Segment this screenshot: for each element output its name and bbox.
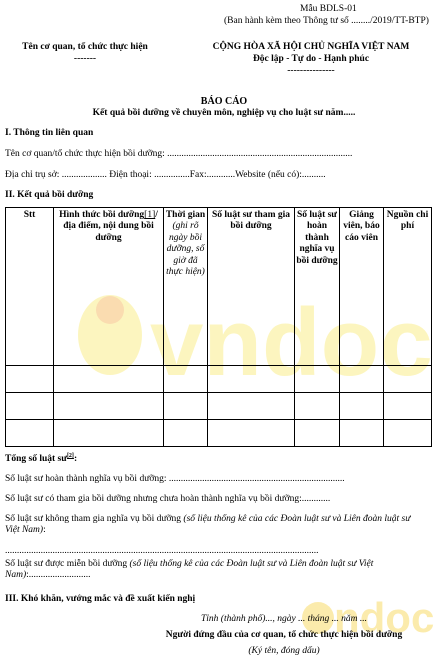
table-cell[interactable] bbox=[54, 420, 164, 447]
form-code: Mẫu BDLS-01 bbox=[300, 4, 357, 14]
table-cell[interactable] bbox=[295, 366, 340, 393]
motto: Độc lập - Tự do - Hạnh phúc bbox=[252, 54, 370, 64]
exempt-line bbox=[5, 559, 425, 582]
table-cell[interactable] bbox=[54, 393, 164, 420]
table-cell[interactable] bbox=[164, 393, 208, 420]
report-title: BÁO CÁO bbox=[200, 96, 248, 107]
table-cell[interactable] bbox=[208, 420, 295, 447]
table-header-row bbox=[6, 208, 432, 366]
incomplete-line: Số luật sư có tham gia bồi dưỡng nhưng chưa hoàn thành nghĩa vụ bồi dưỡng:............ bbox=[5, 494, 331, 504]
table-cell[interactable] bbox=[295, 420, 340, 447]
not-attend-note: (số liệu thống kê của các Đoàn luật sư và Liên đoàn luật sư Việt Nam) bbox=[5, 514, 411, 536]
agency-name-line: Tên cơ quan/tổ chức thực hiện bồi dưỡng: .............................................................................. bbox=[5, 149, 353, 159]
issued-note: (Ban hành kèm theo Thông tư số ......../2019/TT-BTP) bbox=[224, 16, 429, 26]
report-subtitle: Kết quả bồi dưỡng về chuyên môn, nghiệp vụ cho luật sư năm..... bbox=[92, 108, 356, 118]
table-cell[interactable] bbox=[164, 420, 208, 447]
agency-label: Tên cơ quan, tổ chức thực hiện bbox=[22, 42, 148, 52]
not-attend-line bbox=[5, 514, 425, 537]
table-cell[interactable] bbox=[6, 393, 54, 420]
not-attend-colon: : bbox=[43, 525, 46, 536]
table-cell[interactable] bbox=[164, 366, 208, 393]
agency-dash: ------- bbox=[73, 54, 97, 64]
nation-title: CỘNG HÒA XÃ HỘI CHỦ NGHĨA VIỆT NAM bbox=[212, 42, 410, 52]
signature-date: Tỉnh (thành phố)..., ngày ... tháng ... năm ... bbox=[201, 614, 367, 624]
totals-heading-colon: : bbox=[73, 454, 78, 465]
motto-dash: --------------- bbox=[287, 66, 335, 76]
not-attend-dots: .................................................................................................................................... bbox=[5, 546, 319, 556]
col-form-label-rest: /địa điểm, nội dung bồi dưỡng bbox=[63, 210, 158, 243]
exempt-note: (số liệu thống kê của các Đoàn luật sư và Liên đoàn luật sư Việt Nam) bbox=[5, 559, 374, 581]
col-time-note: (ghi rõ ngày bồi dưỡng, số giờ đã thực hiện) bbox=[166, 221, 205, 277]
section1-heading: I. Thông tin liên quan bbox=[5, 128, 94, 138]
not-attend-label: Số luật sư không tham gia nghĩa vụ bồi dưỡng bbox=[5, 514, 182, 524]
table-cell[interactable] bbox=[295, 393, 340, 420]
signer-title: Người đứng đầu của cơ quan, tổ chức thực hiện bồi dưỡng bbox=[165, 630, 403, 640]
table-cell[interactable] bbox=[208, 393, 295, 420]
col-stt: Stt bbox=[6, 208, 54, 366]
table-cell[interactable] bbox=[6, 366, 54, 393]
table-row bbox=[6, 393, 432, 420]
exempt-label: Số luật sư được miễn bồi dưỡng bbox=[5, 559, 128, 569]
table-row bbox=[6, 420, 432, 447]
col-attend: Số luật sư tham gia bồi dưỡng bbox=[208, 208, 295, 366]
table-cell[interactable] bbox=[340, 420, 384, 447]
sign-note: (Ký tên, đóng dấu) bbox=[248, 646, 320, 656]
col-form bbox=[54, 208, 164, 366]
col-lecturer: Giảng viên, báo cáo viên bbox=[340, 208, 384, 366]
table-cell[interactable] bbox=[384, 366, 432, 393]
results-table bbox=[5, 207, 432, 447]
totals-heading bbox=[5, 453, 77, 466]
address-line: Địa chỉ trụ sở: ................... Điện thoại: ...............Fax:............Website (nếu có):.......... bbox=[5, 170, 326, 180]
section3-heading: III. Khó khăn, vướng mắc và đề xuất kiến nghị bbox=[5, 594, 196, 604]
section2-heading: II. Kết quả bồi dưỡng bbox=[5, 190, 94, 200]
svg-text:vndoc: vndoc bbox=[150, 289, 433, 396]
table-cell[interactable] bbox=[6, 420, 54, 447]
col-time-label: Thời gian bbox=[165, 210, 206, 220]
table-cell[interactable] bbox=[384, 393, 432, 420]
col-complete: Số luật sư hoàn thành nghĩa vụ bồi dưỡng bbox=[295, 208, 340, 366]
exempt-end: :.......................... bbox=[26, 570, 91, 581]
col-time bbox=[164, 208, 208, 366]
col-funding: Nguồn chi phí bbox=[384, 208, 432, 366]
table-cell[interactable] bbox=[340, 393, 384, 420]
completed-line: Số luật sư hoàn thành nghĩa vụ bồi dưỡng: .......................................................................... bbox=[5, 474, 345, 484]
footnote-ref-2[interactable]: [2] bbox=[66, 453, 74, 459]
table-row bbox=[6, 366, 432, 393]
table-cell[interactable] bbox=[208, 366, 295, 393]
svg-text:ndoc: ndoc bbox=[334, 594, 435, 641]
footnote-ref-1[interactable]: [1] bbox=[144, 210, 156, 220]
table-cell[interactable] bbox=[54, 366, 164, 393]
table-cell[interactable] bbox=[384, 420, 432, 447]
totals-heading-label: Tổng số luật sư bbox=[5, 454, 67, 465]
table-cell[interactable] bbox=[340, 366, 384, 393]
col-form-label: Hình thức bồi dưỡng bbox=[59, 210, 145, 220]
